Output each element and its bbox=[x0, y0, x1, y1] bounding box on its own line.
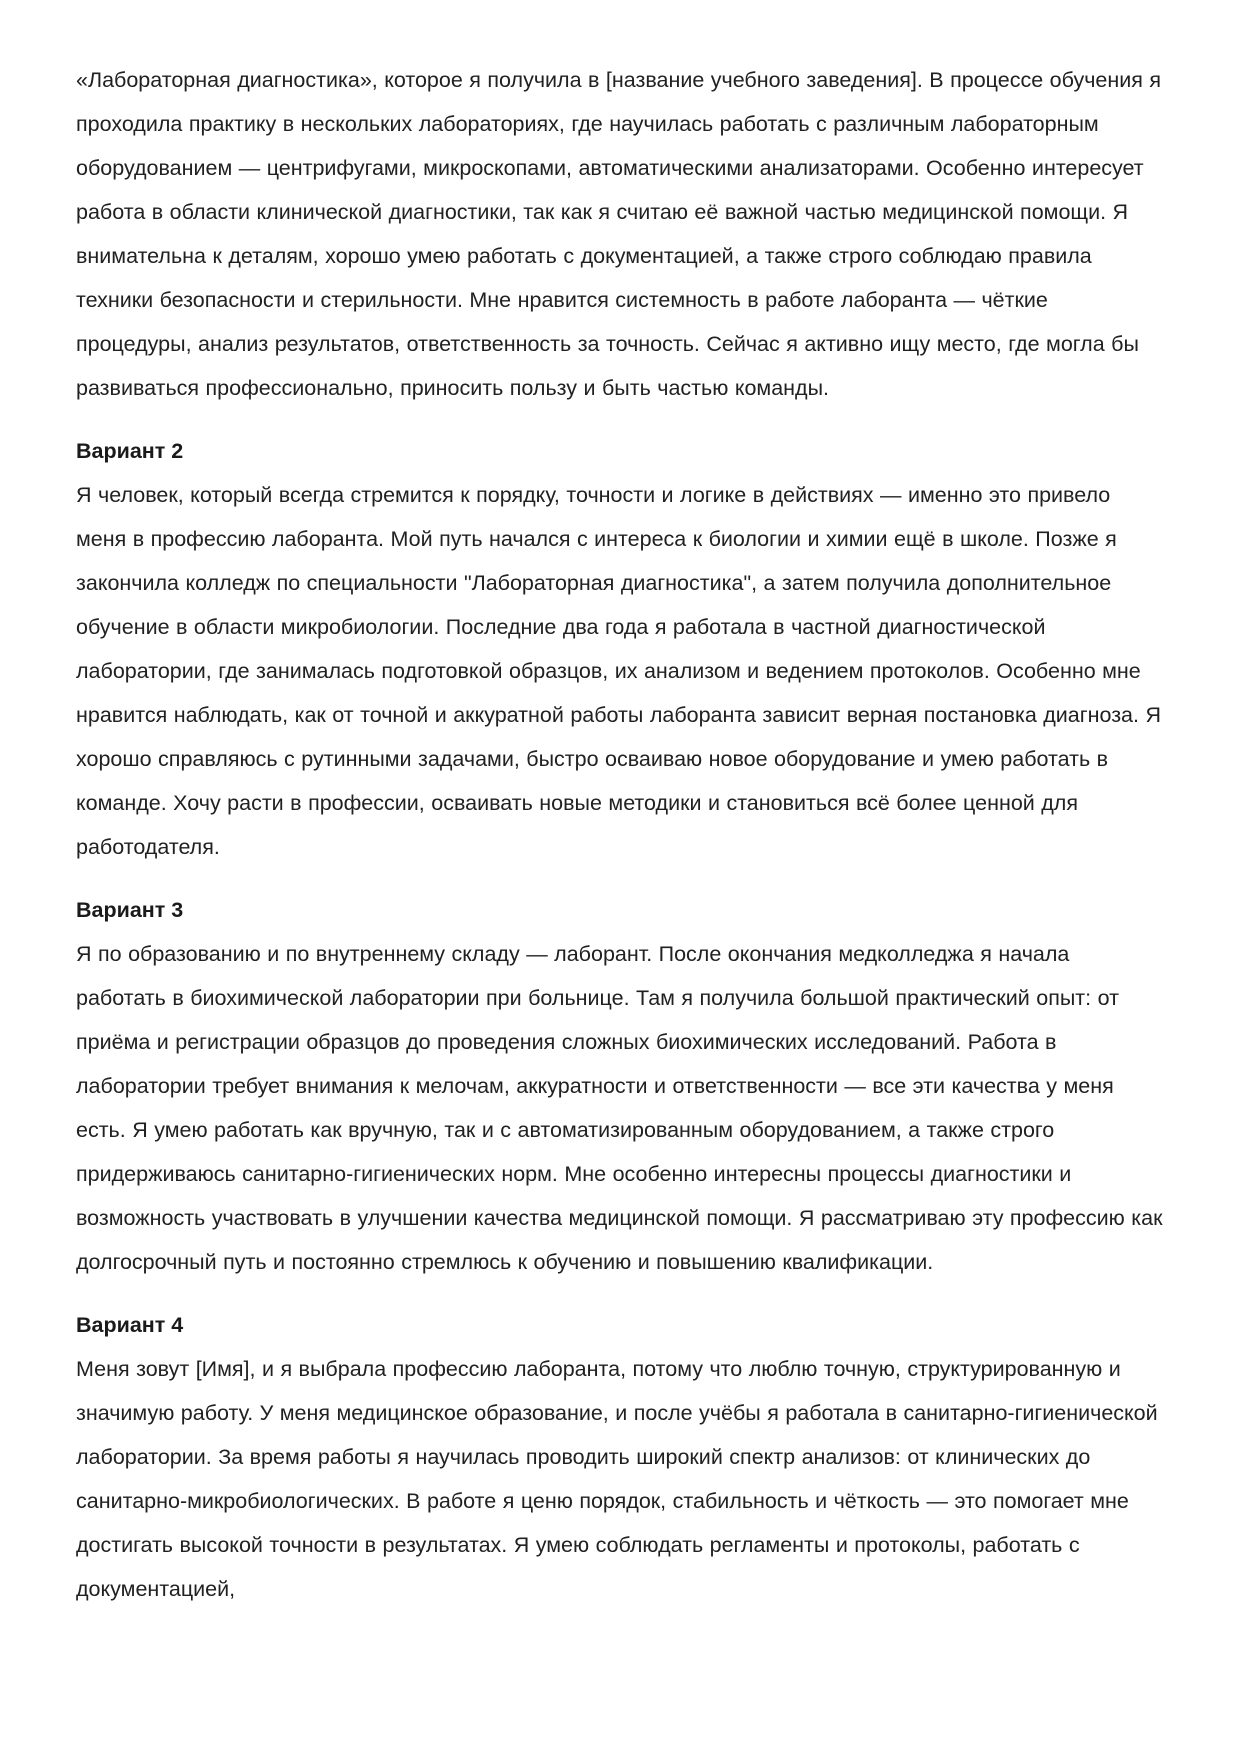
paragraph-variant-4: Меня зовут [Имя], и я выбрала профессию лаборанта, потому что люблю точную, структурированную и значимую работу. У меня медицинское образование, и после учёбы я работала в санитарно-гигиенической лаборатории. За время работы я научилась проводить широкий спектр анализов: от клинических до санитарно-микробиологических. В работе я ценю порядок, стабильность и чёткость — это помогает мне достигать высокой точности в результатах. Я умею соблюдать регламенты и протоколы, работать с документацией, bbox=[76, 1357, 1158, 1601]
section-heading-variant-2: Вариант 2 bbox=[76, 439, 184, 463]
paragraph-variant-2: Я человек, который всегда стремится к порядку, точности и логике в действиях — именно это привело меня в профессию лаборанта. Мой путь начался с интереса к биологии и химии ещё в школе. Позже я закончила колледж по специальности "Лабораторная диагностика", а затем получила дополнительное обучение в области микробиологии. Последние два года я работала в частной диагностической лаборатории, где занималась подготовкой образцов, их анализом и ведением протоколов. Особенно мне нравится наблюдать, как от точной и аккуратной работы лаборанта зависит верная постановка диагноза. Я хорошо справляюсь с рутинными задачами, быстро осваиваю новое оборудование и умею работать в команде. Хочу расти в профессии, осваивать новые методики и становиться всё более ценной для работодателя. bbox=[76, 483, 1161, 859]
section-heading-variant-4: Вариант 4 bbox=[76, 1313, 184, 1337]
section-variant-4 bbox=[76, 1303, 1165, 1611]
paragraph-variant-1: «Лабораторная диагностика», которое я получила в [название учебного заведения]. В процессе обучения я проходила практику в нескольких лабораториях, где научилась работать с различным лабораторным оборудованием — центрифугами, микроскопами, автоматическими анализаторами. Особенно интересует работа в области клинической диагностики, так как я считаю её важной частью медицинской помощи. Я внимательна к деталям, хорошо умею работать с документацией, а также строго соблюдаю правила техники безопасности и стерильности. Мне нравится системность в работе лаборанта — чёткие процедуры, анализ результатов, ответственность за точность. Сейчас я активно ищу место, где могла бы развиваться профессионально, приносить пользу и быть частью команды. bbox=[76, 68, 1161, 400]
section-variant-3 bbox=[76, 888, 1165, 1284]
section-variant-2 bbox=[76, 429, 1165, 869]
paragraph-variant-3: Я по образованию и по внутреннему складу — лаборант. После окончания медколледжа я начала работать в биохимической лаборатории при больнице. Там я получила большой практический опыт: от приёма и регистрации образцов до проведения сложных биохимических исследований. Работа в лаборатории требует внимания к мелочам, аккуратности и ответственности — все эти качества у меня есть. Я умею работать как вручную, так и с автоматизированным оборудованием, а также строго придерживаюсь санитарно-гигиенических норм. Мне особенно интересны процессы диагностики и возможность участвовать в улучшении качества медицинской помощи. Я рассматриваю эту профессию как долгосрочный путь и постоянно стремлюсь к обучению и повышению квалификации. bbox=[76, 942, 1163, 1274]
section-variant-1-continuation bbox=[76, 58, 1165, 410]
section-heading-variant-3: Вариант 3 bbox=[76, 898, 184, 922]
